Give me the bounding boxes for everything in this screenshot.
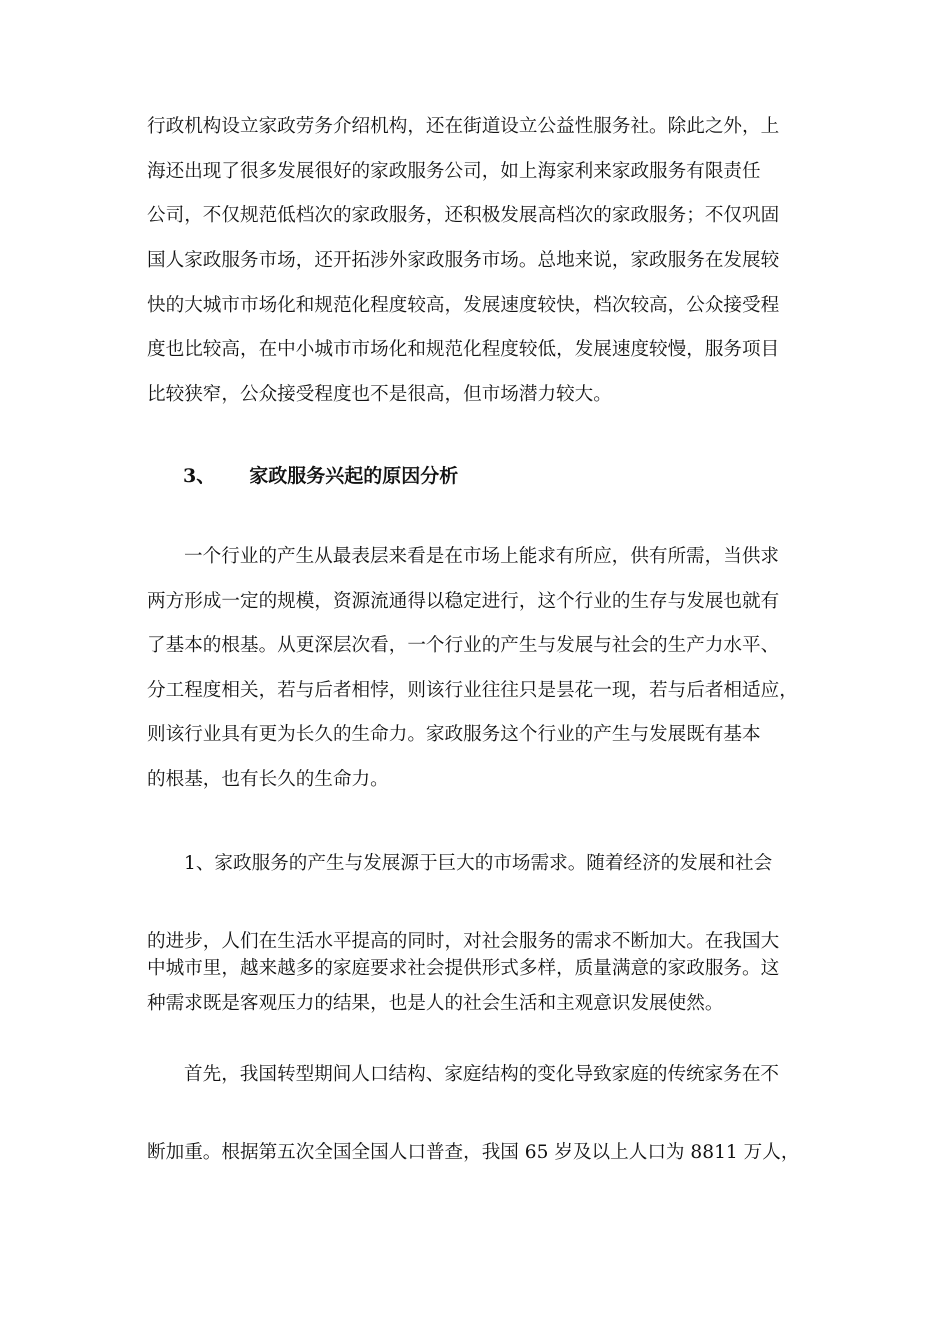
text-line: 中城市里，越来越多的家庭要求社会提供形式多样，质量满意的家政服务。这: [147, 958, 780, 979]
text-line: 国人家政服务市场，还开拓涉外家政服务市场。总地来说，家政服务在发展较: [147, 250, 780, 271]
text-line: 海还出现了很多发展很好的家政服务公司，如上海家利来家政服务有限责任: [147, 161, 761, 182]
text-line: 种需求既是客观压力的结果，也是人的社会生活和主观意识发展使然。: [147, 993, 724, 1014]
section-heading: [183, 463, 458, 489]
text-line: 一个行业的产生从最表层来看是在市场上能求有所应，供有所需，当供求: [184, 546, 780, 567]
text-line: 分工程度相关，若与后者相悖，则该行业往往只是昙花一现，若与后者相适应，: [147, 680, 798, 701]
text-line: 公司，不仅规范低档次的家政服务，还积极发展高档次的家政服务；不仅巩固: [147, 205, 780, 226]
text-line: 首先，我国转型期间人口结构、家庭结构的变化导致家庭的传统家务在不: [184, 1064, 780, 1085]
section-title: 家政服务兴起的原因分析: [249, 465, 459, 487]
text-line: 比较狭窄，公众接受程度也不是很高，但市场潜力较大。: [147, 384, 612, 405]
text-line: 的根基，也有长久的生命力。: [147, 769, 389, 790]
text-line: 则该行业具有更为长久的生命力。家政服务这个行业的产生与发展既有基本: [147, 724, 761, 745]
text-line: 快的大城市市场化和规范化程度较高，发展速度较快，档次较高，公众接受程: [147, 295, 780, 316]
text-line: 1、家政服务的产生与发展源于巨大的市场需求。随着经济的发展和社会: [184, 853, 773, 874]
text-line: 的进步，人们在生活水平提高的同时，对社会服务的需求不断加大。在我国大: [147, 931, 780, 952]
text-line: 断加重。根据第五次全国全国人口普查，我国 65 岁及以上人口为 8811 万人，: [147, 1142, 800, 1163]
text-line: 行政机构设立家政劳务介绍机构，还在街道设立公益性服务社。除此之外，上: [147, 116, 780, 137]
text-line: 度也比较高，在中小城市市场化和规范化程度较低，发展速度较慢，服务项目: [147, 339, 780, 360]
text-line: 了基本的根基。从更深层次看，一个行业的产生与发展与社会的生产力水平、: [147, 635, 780, 656]
text-line: 两方形成一定的规模，资源流通得以稳定进行，这个行业的生存与发展也就有: [147, 591, 780, 612]
section-number: 3、: [183, 465, 216, 487]
